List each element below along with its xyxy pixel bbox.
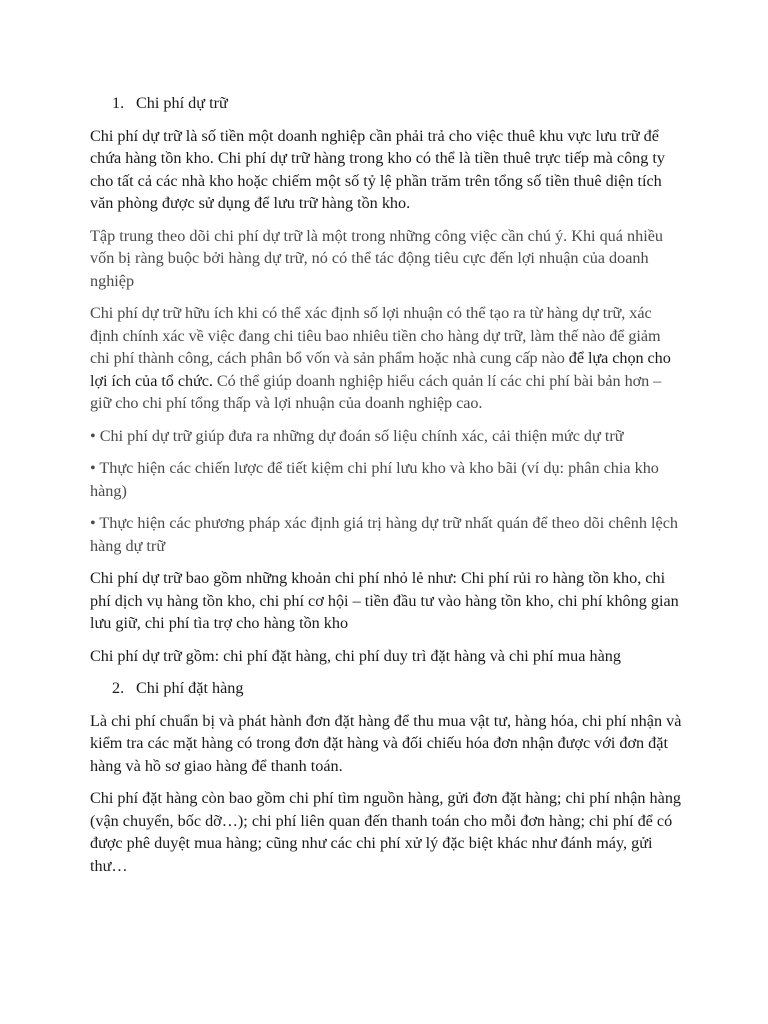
paragraph	[90, 302, 682, 415]
paragraph: Chi phí dự trữ là số tiền một doanh nghiệp cần phải trả cho việc thuê khu vực lưu trữ để chứa hàng tồn kho. Chi phí dự trữ hàng trong kho có thể là tiền thuê trực tiếp mà công ty cho tất cả các nhà kho hoặc chiếm một số tỷ lệ phần trăm trên tổng số tiền thuê diện tích văn phòng được sử dụng để lưu trữ hàng tồn kho.	[90, 126, 666, 212]
document-page	[90, 92, 682, 887]
paragraph: Tập trung theo dõi chi phí dự trữ là một trong những công việc cần chú ý. Khi quá nhiều vốn bị ràng buộc bởi hàng dự trữ, nó có thể tác động tiêu cực đến lợi nhuận của doanh nghiệp	[90, 226, 663, 290]
paragraph: Chi phí dự trữ gồm: chi phí đặt hàng, chi phí duy trì đặt hàng và chi phí mua hàng	[90, 646, 621, 665]
section-title: Chi phí dự trữ	[136, 94, 228, 112]
bullet-item: • Thực hiện các chiến lược để tiết kiệm chi phí lưu kho và kho bãi (ví dụ: phân chia kho hàng)	[90, 459, 659, 500]
section-number: 1.	[112, 94, 125, 112]
paragraph: Là chi phí chuẩn bị và phát hành đơn đặt hàng để thu mua vật tư, hàng hóa, chi phí nhận và kiểm tra các mặt hàng có trong đơn đặt hàng và đối chiếu hóa đơn nhận được với đơn đặt hàng và hồ sơ giao hàng để thanh toán.	[90, 711, 682, 775]
paragraph: Chi phí đặt hàng còn bao gồm chi phí tìm nguồn hàng, gửi đơn đặt hàng; chi phí nhận hàng (vận chuyển, bốc dỡ…); chi phí liên quan đến thanh toán cho mỗi đơn hàng; chi phí để có được phê duyệt mua hàng; cũng như các chi phí xử lý đặc biệt khác như đánh máy, gửi thư…	[90, 789, 682, 875]
paragraph-emphasis-text: để lựa chọn cho lợi ích của tổ chức.	[90, 349, 671, 390]
bullet-item: • Thực hiện các phương pháp xác định giá trị hàng dự trữ nhất quán để theo dõi chênh lệch hàng dự trữ	[90, 514, 678, 555]
paragraph: Chi phí dự trữ bao gồm những khoản chi phí nhỏ lẻ như: Chi phí rủi ro hàng tồn kho, chi phí dịch vụ hàng tồn kho, chi phí cơ hội – tiền đầu tư vào hàng tồn kho, chi phí không gian lưu giữ, chi phí tìa trợ cho hàng tồn kho	[90, 569, 679, 632]
section-heading-1	[112, 92, 682, 115]
paragraph-text: Có thể giúp doanh nghiệp hiểu cách quản lí các chi phí bài bản hơn – giữ cho chi phí tổng thấp và lợi nhuận của doanh nghiệp cao.	[90, 371, 662, 412]
section-heading-2	[112, 677, 682, 700]
bullet-item: • Chi phí dự trữ giúp đưa ra những dự đoán số liệu chính xác, cải thiện mức dự trữ	[90, 426, 624, 445]
section-title: Chi phí đặt hàng	[136, 679, 244, 697]
paragraph-text: Chi phí dự trữ hữu ích khi có thể xác định số lợi nhuận có thể tạo ra từ hàng dự trữ, xác định chính xác về việc đang chi tiêu bao nhiêu tiền cho hàng dự trữ, làm thế nào để giảm chi phí thành công, cách phân bổ vốn và sản phẩm hoặc nhà cung cấp nào	[90, 304, 661, 367]
section-number: 2.	[112, 679, 125, 697]
